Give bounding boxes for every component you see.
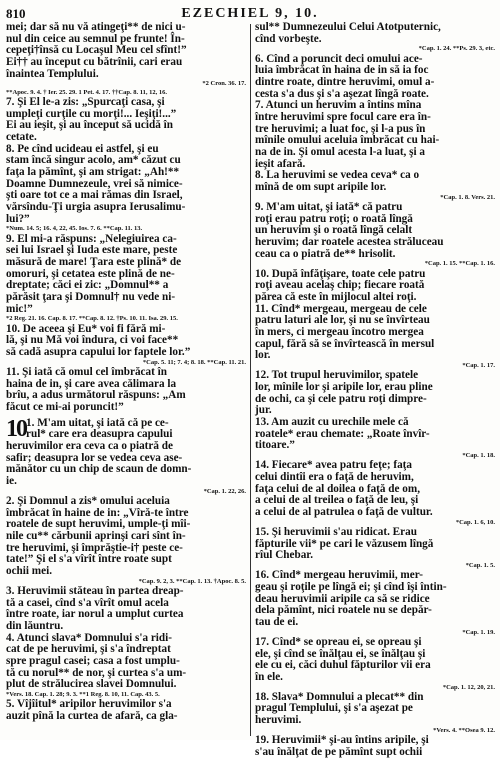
cross-reference: *Cap. 1. 24. **Ps. 29. 3, etc. <box>418 45 495 53</box>
cross-reference: *Cap. 1. 17. <box>462 362 495 370</box>
verse-text: măsură de mare! Ţara este plină* de <box>6 255 182 268</box>
verse-text: părea că este în mijlocul altei roţi. <box>255 291 417 303</box>
verse-text: rîul Chebar. <box>255 549 314 562</box>
verse-text: tate!” Şi el s'a vîrît între roate supt <box>6 553 172 566</box>
verse-text: 1. M'am uitat, şi iată că pe ce- <box>26 416 169 429</box>
verse-text: între heruvimi spre focul care era în- <box>255 111 431 123</box>
verse-text: 16. Cînd* mergeau heruvimii, mer- <box>255 569 423 582</box>
verse-text: roţi aveau acelaş chip; fiecare roată <box>255 279 425 292</box>
cross-reference: *2 Reg. 21. 16. Cap. 8. 17. **Cap. 8. 12. †Ps. 10. 11. Isa. 29. 15. <box>6 315 178 323</box>
verse-text: cesta s'a dus şi s'a aşezat lîngă roate. <box>255 87 429 100</box>
verse-text: plut de strălucirea slavei Domnului. <box>6 678 177 691</box>
verse-text: părăsit ţara şi Domnul† nu vede ni- <box>6 291 176 303</box>
verse-text: ieşit afară. <box>255 157 306 170</box>
cross-reference: *Cap. 1. 6, 10. <box>455 518 495 526</box>
verse-text: 8. Pe cînd ucideau ei astfel, şi eu <box>6 142 159 155</box>
verse-text: 11. Cînd* mergeau, mergeau de cele <box>255 302 427 315</box>
verse-text: haina de in, şi care avea călimara la <box>6 377 177 390</box>
verse-text: ochii mei. <box>6 565 52 578</box>
verse-text: nile cu** cărbunii aprinşi cari sînt în- <box>6 529 186 542</box>
verse-text: 8. La heruvimi se vedea ceva* ca o <box>255 169 420 182</box>
verse-text: în ele. <box>255 670 283 683</box>
verse-text: mînă de om supt aripile lor. <box>255 181 387 194</box>
verse-text: 15. Şi heruvimii s'au ridicat. Erau <box>255 525 417 538</box>
verse-text: Ei au ieşit, şi au început să ucidă în <box>6 119 173 132</box>
verse-text: lă, şi nu Mă voi îndura, ci voi face** <box>6 334 179 347</box>
verse-text: mei; dar să nu vă atingeţi** de nici u- <box>6 21 186 33</box>
verse-text: 9. M'am uitat, şi iată* că patru <box>255 201 403 213</box>
verse-text: 10. De aceea şi Eu* voi fi fără mi- <box>6 322 166 335</box>
verse-text: mănător cu un chip de scaun de domn- <box>6 463 192 476</box>
verse-text: roatele de supt heruvimi, umple-ţi mîi- <box>6 518 191 531</box>
verse-text: titoare.” <box>255 439 295 452</box>
verse-text: s'au înălţat de pe pămînt supt ochii <box>255 745 423 758</box>
verse-text: heruvimilor era ceva ca o piatră de <box>6 439 173 452</box>
verse-text: luia îmbrăcat în haina de in să ia foc <box>255 64 429 77</box>
verse-text: să cadă asupra capului lor faptele lor.” <box>6 345 191 358</box>
verse-text: în mers, ci mergeau încotro mergea <box>255 326 424 339</box>
verse-text: cat de pe heruvimi, şi s'a îndreptat <box>6 643 171 656</box>
verse-text: între roate, iar norul a umplut curtea <box>6 608 184 621</box>
verse-text: un heruvim şi o roată lîngă celalt <box>255 224 413 237</box>
verse-text: ele, şi cînd se înălţau ei, se înălţau şi <box>255 647 426 660</box>
right-column <box>255 21 495 758</box>
cross-reference: *Num. 14. 5; 16. 4, 22, 45. Ios. 7. 6. **Cap. 11. 13. <box>6 225 143 233</box>
cross-reference: *Cap. 1. 22, 26. <box>203 487 246 495</box>
verse-text: 11. Şi iată că omul cel îmbrăcat în <box>6 365 167 378</box>
verse-text: a celui de al treilea o faţă de leu, şi <box>255 494 419 507</box>
cross-reference: *Cap. 5. 11; 7. 4; 8. 18. **Cap. 11. 21. <box>142 358 246 366</box>
verse-text: heruvimi. <box>255 714 302 727</box>
chapter-first-lines <box>26 418 246 441</box>
verse-text: 4. Atunci slava* Domnului s'a ridi- <box>6 631 172 644</box>
verse-text: mînile omului aceluia îmbrăcat cu hai- <box>255 134 440 147</box>
verse-text: 17. Cînd* se opreau ei, se opreau şi <box>255 635 422 648</box>
verse-text: 12. Tot trupul heruvimilor, spatele <box>255 369 419 382</box>
cross-reference: *Vers. 18. Cap. 1. 28; 9. 3. **1 Reg. 8. 10, 11. Cap. 43. 5. <box>6 691 160 699</box>
verse-text: stam încă singur acolo, am* căzut cu <box>6 154 181 167</box>
cross-reference: *Cap. 1. 19. <box>462 628 495 636</box>
chapter-number: 10 <box>6 415 26 442</box>
verse-text: dreptate; căci ei zic: „Domnul** a <box>6 279 169 292</box>
column-divider <box>250 24 251 736</box>
verse-text: 7. Atunci un heruvim a întins mîna <box>255 99 422 112</box>
verse-text: 14. Fiecare* avea patru feţe; faţa <box>255 459 412 472</box>
verse-text: patru laturi ale lor, şi nu se învîrteau <box>255 314 430 327</box>
verse-text: nul din ceice au semnul pe frunte! În- <box>6 32 185 45</box>
cross-reference: **Apoc. 9. 4. † Ier. 25. 29. 1 Pet. 4. 17. ††Cap. 8. 11, 12, 16. <box>6 88 167 96</box>
verse-text: omoruri, şi cetatea este plină de ne- <box>6 267 175 280</box>
verse-text: din lăuntru. <box>6 619 64 632</box>
verse-text: tă a casei, cînd s'a vîrît omul acela <box>6 596 169 609</box>
verse-text: jur. <box>255 404 272 417</box>
verse-text: roatele* erau chemate: „Roate învîr- <box>255 427 430 440</box>
verse-text: safir; deasupra lor se vedea ceva ase- <box>6 451 183 464</box>
verse-text: ie. <box>6 475 17 488</box>
verse-text: tre heruvimi; a luat foc, şi l-a pus în <box>255 122 426 135</box>
verse-text: heruvim; dar roatele acestea străluceau <box>255 236 444 249</box>
verse-text: spre pragul casei; casa a fost umplu- <box>6 655 180 668</box>
verse-text: roţi erau patru roţi; o roată lîngă <box>255 212 413 225</box>
verse-text: ceau ca o piatră de** hrisolit. <box>255 247 396 260</box>
chapter-opening <box>6 415 246 442</box>
verse-text: şti oare tot ce a mai rămas din Israel, <box>6 189 183 202</box>
verse-text: pragul Templului, şi s'a aşezat pe <box>255 702 413 715</box>
verse-text: ele cu ei, căci duhul făpturilor vii era <box>255 659 431 672</box>
verse-text: dintre roate, dintre heruvimi, omul a- <box>255 75 435 88</box>
verse-text: 6. Cînd a poruncit deci omului ace- <box>255 52 423 65</box>
verse-text: rul* care era deasupra capului <box>26 428 173 441</box>
verse-text: 10. După înfăţişare, toate cele patru <box>255 267 426 280</box>
verse-text: îmbrăcat în haine de in: „Vîră-te între <box>6 506 189 519</box>
verse-text: de ochi, ca şi cele patru roţi dimpre- <box>255 392 427 405</box>
verse-text: dela pămînt, nici roatele nu se depăr- <box>255 604 432 617</box>
verse-text: celui dintîi era o faţă de heruvim, <box>255 471 414 483</box>
verse-text: Doamne Dumnezeule, vrei să nimice- <box>6 177 183 190</box>
page-number: 810 <box>6 6 26 21</box>
verse-text: cepeţi†însă cu Locaşul Meu cel sfînt!” <box>6 44 187 57</box>
verse-text: vărsîndu-Ţi urgia asupra Ierusalimu- <box>6 201 186 213</box>
verse-text: cetate. <box>6 130 37 143</box>
verse-text: Ei†† au început cu bătrînii, cari erau <box>6 56 183 69</box>
verse-text: lui?” <box>6 212 30 225</box>
cross-reference: *Cap. 1. 12, 20, 21. <box>442 683 495 691</box>
running-title: EZECHIEL 9, 10. <box>181 6 319 21</box>
verse-text: 13. Am auzit cu urechile mele că <box>255 416 409 429</box>
verse-text: geau şi roţile pe lîngă ei; şi cînd îşi întin- <box>255 580 447 593</box>
verse-text: lor, mînile lor şi aripile lor, erau pline <box>255 381 433 393</box>
verse-text: 2. Şi Domnul a zis* omului aceluia <box>6 494 170 507</box>
verse-text: sei lui Israel şi Iuda este mare, peste <box>6 244 178 257</box>
cross-reference: *Cap. 1. 15. **Cap. 1. 16. <box>424 260 495 268</box>
verse-text: tre heruvimi, şi împrăştie-i† peste ce- <box>6 541 183 554</box>
left-column <box>6 22 246 738</box>
verse-text: înaintea Templului. <box>6 67 99 80</box>
verse-text: mic!” <box>6 302 33 315</box>
cross-reference: *Cap. 1. 8. Vers. 21. <box>440 193 495 201</box>
verse-text: faţa celui de al doilea o faţă de om, <box>255 482 420 495</box>
verse-text: 7. Şi El le-a zis: „Spurcaţi casa, şi <box>6 95 165 108</box>
verse-text: tau de ei. <box>255 615 299 628</box>
cross-reference: *Cap. 9. 2, 3. **Cap. 1. 13. †Apoc. 8. 5. <box>138 577 246 585</box>
verse-text: brîu, a adus următorul răspuns: „Am <box>6 389 186 402</box>
verse-text: 18. Slava* Domnului a plecat** din <box>255 690 424 703</box>
verse-text: 9. El mi-a răspuns: „Nelegiuirea ca- <box>6 232 177 245</box>
verse-text: făcut ce mi-ai poruncit!” <box>6 400 124 413</box>
verse-text: deau heruvimii aripile ca să se ridice <box>255 592 430 605</box>
verse-text: tă cu norul** de nor, şi curtea s'a um- <box>6 666 187 679</box>
verse-text: sul** Dumnezeului Celui Atotputernic, <box>255 21 441 33</box>
verse-text: umpleţi curţile cu morţi!... Ieşiţi!...” <box>6 107 177 120</box>
verse-text: faţa la pămînt, şi am strigat: „Ah!** <box>6 165 180 178</box>
cross-reference: *2 Cron. 36. 17. <box>202 80 246 88</box>
verse-text: a celui de al patrulea o faţă de vultur. <box>255 506 433 519</box>
cross-reference: *Vers. 4. **Osea 9. 12. <box>433 726 495 734</box>
verse-text: na de in. Şi omul acesta l-a luat, şi a <box>255 146 426 159</box>
verse-text: 19. Heruvimii* şi-au întins aripile, şi <box>255 734 429 746</box>
verse-text: auzit pînă la curtea de afară, ca gla- <box>6 709 178 722</box>
verse-text: făpturile vii* pe cari le văzusem lîngă <box>255 537 434 550</box>
cross-reference: *Cap. 1. 5. <box>465 562 495 569</box>
cross-reference: *Cap. 1. 18. <box>462 452 495 460</box>
verse-text: 5. Vîjîitul* aripilor heruvimilor s'a <box>6 698 172 711</box>
verse-text: cînd vorbeşte. <box>255 32 322 45</box>
verse-text: lor. <box>255 349 271 362</box>
verse-text: capul, fără să se învîrtească în mersul <box>255 337 435 350</box>
verse-text: 3. Heruvimii stăteau în partea dreap- <box>6 584 184 597</box>
